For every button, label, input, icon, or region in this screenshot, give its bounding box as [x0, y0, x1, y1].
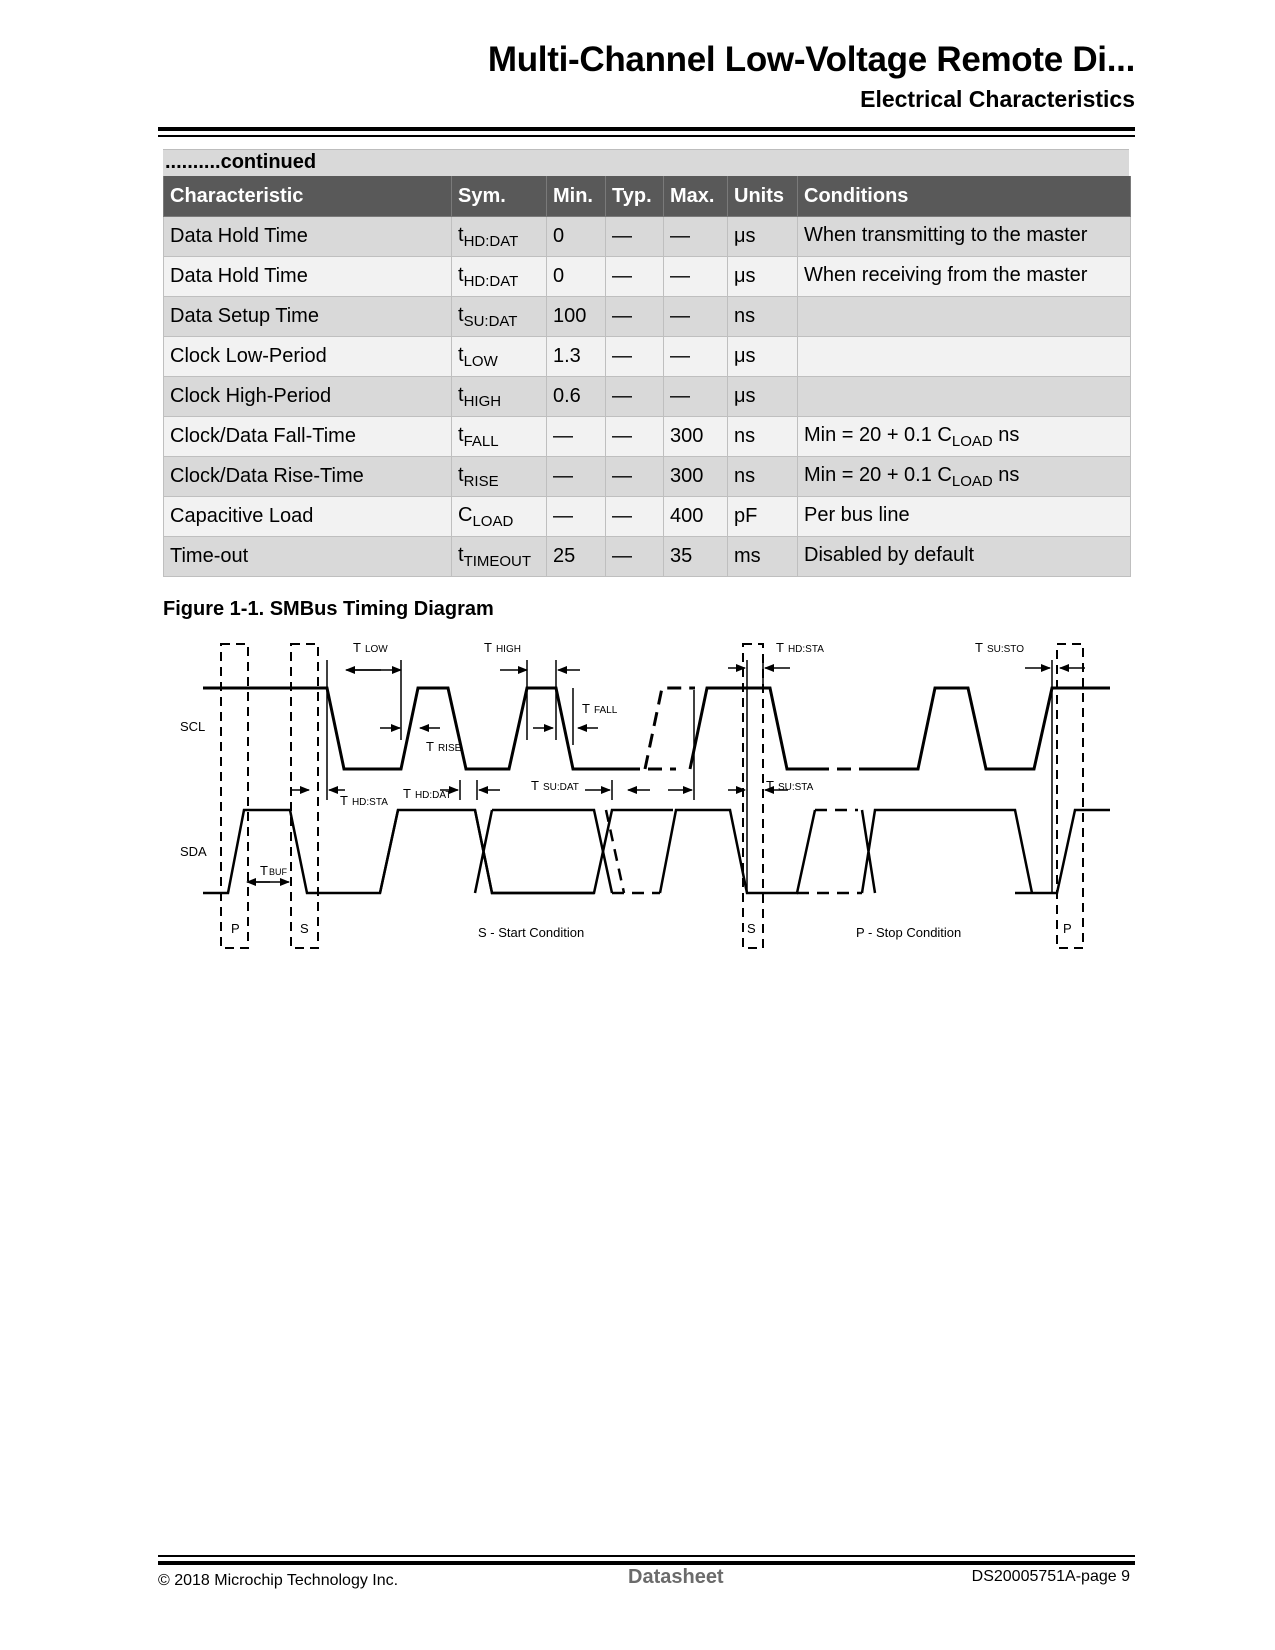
cell-typ: —: [606, 377, 664, 417]
symbol-subscript: HIGH: [463, 392, 502, 410]
cell-units: μs: [728, 257, 798, 297]
tsusta-label: T SU:STA: [766, 778, 814, 793]
thdsta-label-top: T HD:STA: [776, 640, 824, 655]
timing-arrows: [247, 668, 1085, 882]
cell-max: 300: [664, 417, 728, 457]
conditions-subscript: LOAD: [951, 472, 993, 490]
document-title: Multi-Channel Low-Voltage Remote Di...: [487, 40, 1135, 79]
conditions-text: When receiving from the master: [804, 263, 1088, 286]
cell-max: 35: [664, 537, 728, 577]
symbol-base: t: [458, 303, 464, 326]
cell-max: —: [664, 217, 728, 257]
stop-boundary-box-right: [1057, 644, 1083, 948]
col-header-conditions: Conditions: [798, 176, 1131, 217]
thddat-label: T HD:DAT: [403, 786, 452, 801]
cell-min: 0: [547, 217, 606, 257]
sda-waveform-b: [380, 810, 612, 893]
cell-units: ns: [728, 417, 798, 457]
symbol-base: t: [458, 263, 464, 286]
conditions-text: Min = 20 + 0.1 C: [804, 463, 952, 486]
thdsta-label: T HD:STA: [340, 793, 388, 808]
stop-marker-right: P: [1063, 921, 1072, 936]
cell-characteristic: Capacitive Load: [164, 497, 452, 537]
col-header-units: Units: [728, 176, 798, 217]
start-marker-right: S: [747, 921, 756, 936]
symbol-base: C: [458, 503, 473, 526]
conditions-subscript: LOAD: [951, 432, 993, 450]
start-boundary-box-right: [743, 644, 763, 948]
cell-characteristic: Clock High-Period: [164, 377, 452, 417]
cell-min: 1.3: [547, 337, 606, 377]
cell-characteristic: Clock Low-Period: [164, 337, 452, 377]
cell-characteristic: Data Hold Time: [164, 217, 452, 257]
conditions-text: When transmitting to the master: [804, 223, 1088, 246]
conditions-text: Min = 20 + 0.1 C: [804, 423, 952, 446]
col-header-sym: Sym.: [452, 176, 547, 217]
symbol-subscript: FALL: [463, 432, 499, 450]
cell-units: pF: [728, 497, 798, 537]
cell-max: —: [664, 337, 728, 377]
cell-characteristic: Data Hold Time: [164, 257, 452, 297]
symbol-subscript: HD:DAT: [463, 232, 519, 250]
tfall-label: T FALL: [582, 701, 618, 716]
cell-min: 0.6: [547, 377, 606, 417]
cell-units: ns: [728, 457, 798, 497]
col-header-typ: Typ.: [606, 176, 664, 217]
condition-boundary-boxes: [221, 644, 1083, 948]
col-header-characteristic: Characteristic: [164, 176, 452, 217]
col-header-min: Min.: [547, 176, 606, 217]
sda-label: SDA: [180, 844, 207, 859]
start-boundary-box-left: [291, 644, 318, 948]
sda-waveform-restart: [660, 810, 815, 893]
timing-reference-lines: [327, 660, 1052, 893]
symbol-base: t: [458, 383, 464, 406]
cell-characteristic: Time-out: [164, 537, 452, 577]
stop-condition-label: P - Stop Condition: [856, 925, 962, 940]
cell-units: μs: [728, 337, 798, 377]
conditions-text: Per bus line: [804, 503, 910, 526]
thigh-label: T HIGH: [484, 640, 521, 655]
symbol-subscript: LOW: [463, 352, 498, 370]
conditions-text: Disabled by default: [804, 543, 975, 566]
figure-caption: Figure 1-1. SMBus Timing Diagram: [163, 598, 494, 620]
section-title: Electrical Characteristics: [860, 86, 1135, 112]
footer-doc-type: Datasheet: [628, 1566, 724, 1588]
cell-typ: —: [606, 457, 664, 497]
symbol-subscript: TIMEOUT: [463, 552, 532, 570]
symbol-subscript: HD:DAT: [463, 272, 519, 290]
scl-waveform-stop: [870, 688, 1110, 769]
cell-min: 0: [547, 257, 606, 297]
footer-page-ref: DS20005751A-page 9: [971, 1568, 1130, 1585]
cell-typ: —: [606, 497, 664, 537]
symbol-base: t: [458, 543, 464, 566]
trise-label: T RISE: [426, 739, 462, 754]
symbol-subscript: RISE: [463, 472, 499, 490]
sda-waveform-stop: [862, 810, 1110, 893]
scl-label: SCL: [180, 719, 206, 734]
scl-waveform: [203, 688, 626, 769]
tsusto-label: T SU:STO: [975, 640, 1024, 655]
cell-typ: —: [606, 297, 664, 337]
cell-typ: —: [606, 337, 664, 377]
tsudat-label: T SU:DAT: [531, 778, 579, 793]
cell-typ: —: [606, 537, 664, 577]
symbol-base: t: [458, 463, 464, 486]
cell-min: —: [547, 417, 606, 457]
tlow-label: T LOW: [353, 640, 388, 655]
cell-characteristic: Clock/Data Rise-Time: [164, 457, 452, 497]
cell-typ: —: [606, 257, 664, 297]
footer-copyright: © 2018 Microchip Technology Inc.: [158, 1572, 399, 1589]
scl-waveform-dashed: [626, 688, 695, 769]
footer-rule: [158, 1561, 1135, 1565]
cell-min: 25: [547, 537, 606, 577]
conditions-suffix: ns: [992, 463, 1020, 486]
symbol-subscript: SU:DAT: [463, 312, 518, 330]
stop-marker-left: P: [231, 921, 240, 936]
cell-min: —: [547, 457, 606, 497]
cell-typ: —: [606, 417, 664, 457]
col-header-max: Max.: [664, 176, 728, 217]
cell-units: ns: [728, 297, 798, 337]
scl-waveform-restart: [690, 688, 815, 769]
cell-min: —: [547, 497, 606, 537]
symbol-subscript: LOAD: [472, 512, 514, 530]
cell-units: μs: [728, 217, 798, 257]
cell-max: —: [664, 257, 728, 297]
conditions-suffix: ns: [992, 423, 1020, 446]
cell-max: 400: [664, 497, 728, 537]
sda-waveform-dashed: [606, 810, 660, 893]
start-condition-label: S - Start Condition: [478, 925, 585, 940]
symbol-base: t: [458, 423, 464, 446]
cell-max: 300: [664, 457, 728, 497]
stop-boundary-box-left: [221, 644, 248, 948]
continued-label: ..........continued: [165, 151, 317, 173]
cell-max: —: [664, 377, 728, 417]
cell-typ: —: [606, 217, 664, 257]
symbol-base: t: [458, 223, 464, 246]
footer-rule-thin: [158, 1555, 1135, 1557]
cell-max: —: [664, 297, 728, 337]
cell-units: ms: [728, 537, 798, 577]
cell-min: 100: [547, 297, 606, 337]
symbol-base: t: [458, 343, 464, 366]
cell-characteristic: Clock/Data Fall-Time: [164, 417, 452, 457]
start-marker-left: S: [300, 921, 309, 936]
cell-units: μs: [728, 377, 798, 417]
cell-characteristic: Data Setup Time: [164, 297, 452, 337]
tbuf-label: TBUF: [260, 863, 287, 878]
